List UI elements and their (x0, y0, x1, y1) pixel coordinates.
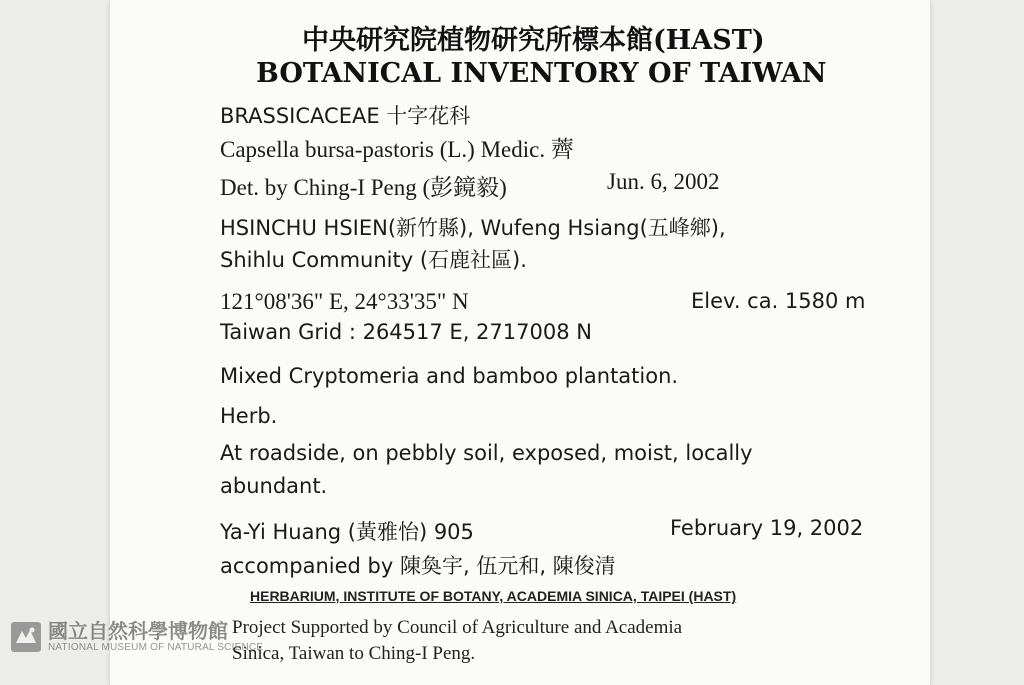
museum-watermark (10, 620, 263, 653)
support-line-2: Sinica, Taiwan to Ching-I Peng. (232, 643, 476, 664)
habit: Herb. (220, 404, 278, 428)
support-line-1: Project Supported by Council of Agriculture and Academia (232, 617, 683, 638)
watermark-text (48, 620, 263, 653)
collector: Ya-Yi Huang (黃雅怡) 905 (220, 520, 474, 544)
notes-line-2: abundant. (220, 474, 328, 498)
label-title-en: BOTANICAL INVENTORY OF TAIWAN (256, 58, 827, 89)
taiwan-grid: Taiwan Grid : 264517 E, 2717008 N (220, 320, 592, 344)
herbarium-name: HERBARIUM, INSTITUTE OF BOTANY, ACADEMIA SINICA, TAIPEI (HAST) (250, 588, 737, 604)
locality-line-2: Shihlu Community (石鹿社區). (220, 248, 527, 272)
museum-logo-icon (10, 621, 42, 653)
family-name: BRASSICACEAE 十字花科 (220, 104, 471, 128)
determination-date: Jun. 6, 2002 (607, 169, 720, 194)
locality-line-1: HSINCHU HSIEN(新竹縣), Wufeng Hsiang(五峰鄉), (220, 216, 726, 240)
accompanied-by: accompanied by 陳奐宇, 伍元和, 陳俊清 (220, 554, 616, 578)
collection-date: February 19, 2002 (670, 516, 864, 540)
watermark-name-zh: 國立自然科學博物館 (48, 619, 228, 643)
species-name: Capsella bursa-pastoris (L.) Medic. 薺 (220, 137, 574, 162)
habitat: Mixed Cryptomeria and bamboo plantation. (220, 364, 679, 388)
label-title-zh: 中央研究院植物研究所標本館(HAST) (302, 25, 765, 56)
herbarium-label (110, 0, 930, 685)
elevation: Elev. ca. 1580 m (691, 289, 866, 313)
coordinates: 121°08'36" E, 24°33'35" N (220, 289, 469, 314)
notes-line-1: At roadside, on pebbly soil, exposed, moist, locally (220, 441, 753, 465)
watermark-name-en: NATIONAL MUSEUM OF NATURAL SCIENCE (48, 642, 264, 653)
determiner: Det. by Ching-I Peng (彭鏡毅) (220, 175, 507, 200)
